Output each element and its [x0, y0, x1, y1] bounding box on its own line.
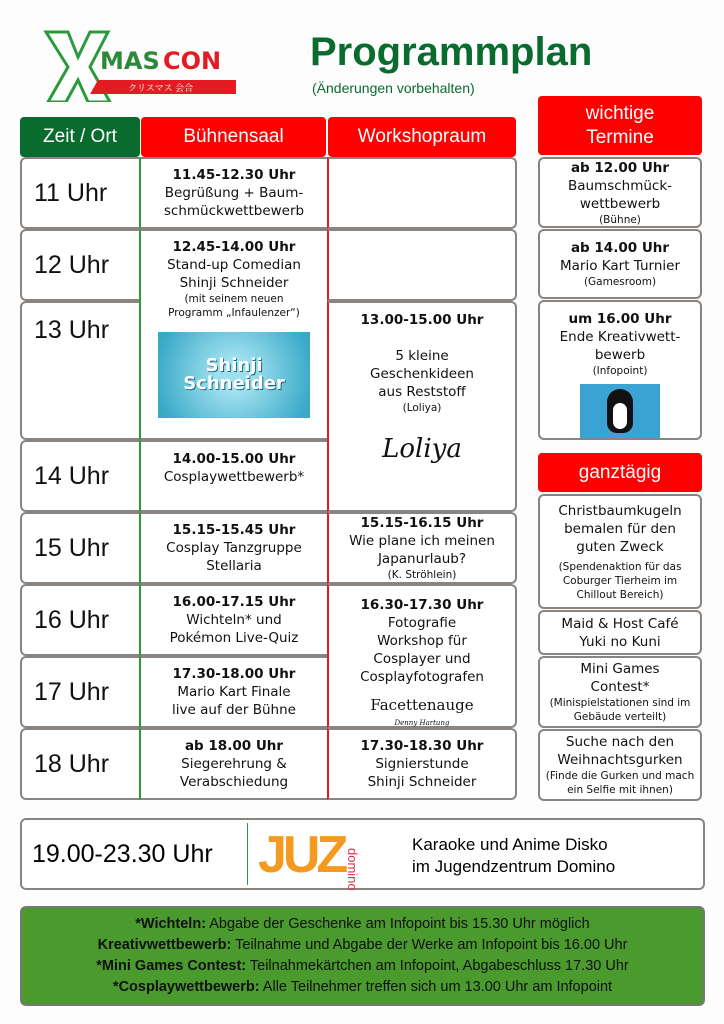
- important-item: [538, 229, 702, 299]
- juz-logo-sub: domino: [345, 848, 360, 891]
- item-note: (Bühne): [599, 213, 641, 226]
- footnote-text: Teilnahmekärtchen am Infopoint, Abgabeschluss 17.30 Uhr: [246, 958, 629, 974]
- important-item: [538, 300, 702, 440]
- item-title: Mini Games Contest*: [580, 661, 660, 695]
- footnote-label: *Cosplaywettbewerb:: [112, 979, 260, 995]
- event-title: Fotografie Workshop für Cosplayer und Cosplayfotografen: [360, 615, 484, 685]
- event-title: Wie plane ich meinen Japanurlaub?: [349, 533, 495, 567]
- svg-text:クリスマス 会合: クリスマス 会合: [128, 83, 194, 93]
- time-cell: 18 Uhr: [20, 728, 141, 800]
- event-time: ab 18.00 Uhr: [184, 738, 284, 754]
- item-note: (Gamesroom): [583, 276, 657, 288]
- event-time: 15.15-15.45 Uhr: [172, 522, 296, 538]
- event-time: 12.45-14.00 Uhr: [172, 239, 296, 255]
- stage-event: [139, 440, 329, 512]
- event-title: Wichteln* und Pokémon Live-Quiz: [169, 612, 299, 646]
- loliya-logo: Loliya: [382, 434, 462, 464]
- event-note: (Loliya): [402, 402, 442, 414]
- stage-event: [139, 656, 329, 728]
- item-title: Ende Kreativwett-bewerb: [559, 329, 681, 363]
- evening-time: 19.00-23.30 Uhr: [32, 840, 213, 868]
- item-note: (Infopoint): [592, 365, 648, 377]
- svg-text:CON: CON: [163, 47, 222, 75]
- item-note: (Minispielstationen sind im Gebäude verteilt): [549, 697, 691, 723]
- workshop-event: [327, 301, 517, 512]
- workshop-event: [327, 728, 517, 800]
- svg-text:MAS: MAS: [100, 47, 160, 75]
- footnote-text: Alle Teilnehmer treffen sich um 13.00 Uhr am Infopoint: [259, 979, 613, 995]
- facettenauge-logo: Facettenauge: [370, 696, 474, 714]
- footnote: [113, 977, 612, 998]
- item-note: (Finde die Gurken und mach ein Selfie mit ihnen): [545, 770, 695, 796]
- time-cell: 16 Uhr: [20, 584, 141, 656]
- event-time: 17.30-18.30 Uhr: [360, 738, 484, 754]
- allday-item: [538, 729, 702, 801]
- time-cell: 15 Uhr: [20, 512, 141, 584]
- footnote-label: *Mini Games Contest:: [96, 958, 247, 974]
- time-cell: 14 Uhr: [20, 440, 141, 512]
- item-title: Mario Kart Turnier: [559, 258, 681, 274]
- event-title: Begrüßung + Baum-schmückwettbewerb: [163, 185, 305, 219]
- page-subtitle: (Änderungen vorbehalten): [312, 80, 475, 96]
- workshop-event: [327, 512, 517, 584]
- item-time: ab 14.00 Uhr: [570, 240, 670, 256]
- workshop-event: [327, 584, 517, 728]
- event-title: Stand-up Comedian Shinji Schneider: [167, 257, 301, 291]
- workshop-empty: [327, 229, 517, 301]
- event-title: Cosplay Tanzgruppe Stellaria: [166, 540, 302, 574]
- header-workshop: Workshopraum: [328, 117, 516, 157]
- item-title: Suche nach den Weihnachtsgurken: [557, 734, 683, 768]
- footnote: [96, 956, 628, 977]
- header-stage: Bühnensaal: [141, 117, 326, 157]
- penguin-image: [580, 384, 660, 438]
- footnote: [135, 914, 589, 935]
- event-title: Cosplaywettbewerb*: [163, 469, 305, 485]
- footnotes-box: [20, 906, 705, 1006]
- stage-event: [139, 157, 329, 229]
- stage-event: [139, 584, 329, 656]
- item-title: Baumschmück-wettbewerb: [567, 177, 673, 212]
- evening-event: [20, 818, 705, 890]
- footnote-text: Teilnahme und Abgabe der Werke am Infopoint bis 16.00 Uhr: [231, 937, 628, 953]
- item-note: (Spendenaktion für das Coburger Tierheim im Chillout Bereich): [558, 560, 682, 601]
- time-cell: 17 Uhr: [20, 656, 141, 728]
- event-note: (mit seinem neuen Programm „Infaulenzer“): [168, 293, 300, 319]
- footnote-label: Kreativwettbewerb:: [97, 937, 232, 953]
- xmas-con-logo: [38, 22, 238, 102]
- evening-line: Karaoke und Anime Disko: [412, 835, 608, 854]
- item-time: um 16.00 Uhr: [568, 311, 672, 327]
- facettenauge-logo-sub: Denny Hartung: [394, 719, 450, 727]
- evening-description: [412, 834, 615, 878]
- event-time: 15.15-16.15 Uhr: [360, 515, 484, 531]
- event-title: Signierstunde Shinji Schneider: [367, 756, 477, 790]
- footnote-text: Abgabe der Geschenke am Infopoint bis 15.30 Uhr möglich: [206, 916, 590, 932]
- allday-item: [538, 610, 702, 655]
- item-time: ab 12.00 Uhr: [570, 159, 670, 176]
- evening-line: im Jugendzentrum Domino: [412, 857, 616, 876]
- shinji-schneider-image: Shinji Schneider: [158, 332, 310, 418]
- footnote-label: *Wichteln:: [135, 916, 207, 932]
- allday-item: [538, 656, 702, 728]
- time-cell: 13 Uhr: [20, 301, 141, 440]
- event-time: 13.00-15.00 Uhr: [360, 312, 484, 328]
- event-time: 16.00-17.15 Uhr: [172, 594, 296, 610]
- stage-event: [139, 728, 329, 800]
- header-important: wichtige Termine: [538, 96, 702, 155]
- time-cell: 12 Uhr: [20, 229, 141, 301]
- footnote: [98, 935, 628, 956]
- item-title: Christbaumkugeln bemalen für den guten Zweck: [558, 502, 682, 555]
- workshop-empty: [327, 157, 517, 229]
- time-cell: 11 Uhr: [20, 157, 141, 229]
- event-time: 16.30-17.30 Uhr: [360, 597, 484, 613]
- event-title: Siegerehrung & Verabschiedung: [179, 756, 289, 790]
- divider: [247, 823, 248, 885]
- item-title: Maid & Host Café Yuki no Kuni: [561, 615, 679, 650]
- event-time: 14.00-15.00 Uhr: [172, 451, 296, 467]
- event-title: Mario Kart Finale live auf der Bühne: [172, 684, 296, 718]
- page-title: Programmplan: [310, 30, 593, 74]
- stage-event: [139, 229, 329, 440]
- allday-item: [538, 494, 702, 609]
- event-time: 11.45-12.30 Uhr: [172, 167, 296, 183]
- event-note: (K. Ströhlein): [387, 569, 457, 581]
- header-time: Zeit / Ort: [20, 117, 140, 157]
- event-title: 5 kleine Geschenkideen aus Reststoff: [370, 348, 474, 400]
- juz-logo: JUZ: [258, 826, 345, 884]
- event-time: 17.30-18.00 Uhr: [172, 666, 296, 682]
- header-allday: ganztägig: [538, 453, 702, 492]
- stage-event: [139, 512, 329, 584]
- important-item: [538, 157, 702, 228]
